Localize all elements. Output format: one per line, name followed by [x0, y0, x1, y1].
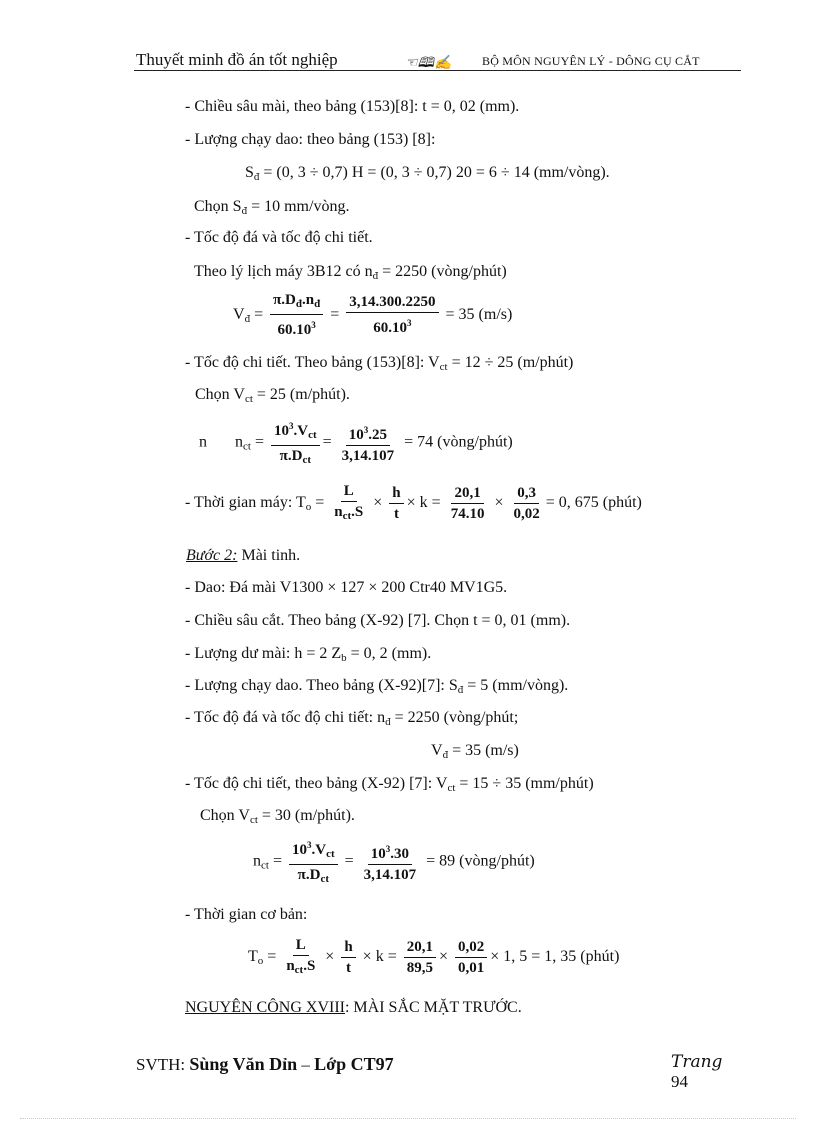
- text-line: - Lượng dư mài: h = 2 $Z_b = 0$, 2 (mm).: [185, 645, 432, 664]
- page-bottom-border: [20, 1118, 796, 1119]
- footer-author: SVTH: Sùng Văn Dỉn – Lớp CT97: [136, 1054, 394, 1074]
- text-line: $V_đ = 35$ (m/s): [431, 742, 519, 761]
- formula-nct-2: $n_{ct}$ = $\frac{10^3.V_{ct}}{\pi.D_{ct}}$ = $\frac{10^3.30}{3,14.107}$ = 89 (vòng/phút): [253, 836, 535, 891]
- text-line: Theo lý lịch máy 3B12 có $n_đ = 2250$ (vòng/phút): [194, 263, 507, 282]
- header-doc-title: Thuyết minh đồ án tốt nghiệp: [136, 50, 338, 69]
- formula-time-1: - Thời gian máy: $T_o$ = $\frac{L}{n_{ct}.S}$ × $\frac{h}{t}$ × k = $\frac{20,1}{74.10}$ × $\frac{0,3}{0,02}$ = 0, 675 (phút): [185, 482, 642, 522]
- text-line: - Tốc độ chi tiết. Theo bảng (153)[8]: $V_{ct} = 12 \div 25$ (m/phút): [185, 354, 574, 373]
- text-line: - Dao: Đá mài V1300 × 127 × 200 Ctr40 MV1G5.: [185, 579, 508, 596]
- formula-time-2: $T_o$ = $\frac{L}{n_{ct}.S}$ × $\frac{h}{t}$ × k = $\frac{20,1}{89,5}$ × $\frac{0,02}{0,01}$ × 1, 5 = 1, 35 (phút): [248, 936, 620, 976]
- text-line: - Tốc độ chi tiết, theo bảng (X-92) [7]: $V_{ct} = 15 \div 35$ (mm/phút): [185, 775, 594, 794]
- formula-vd: $V_đ$ = $\frac{\pi.D_đ.n_đ}{60.10^3}$ = $\frac{3,14.300.2250}{60.10^3}$ = 35 (m/s): [233, 292, 513, 339]
- text-line: - Chiều sâu mài, theo bảng (153)[8]: t = 0, 02 (mm).: [185, 98, 520, 115]
- text-line: - Lượng chạy dao: theo bảng (153) [8]:: [185, 131, 436, 148]
- step-2-heading: Bước 2: Mài tinh.: [186, 547, 301, 564]
- text-line: $S_đ = (0$, 3 ÷ 0,7) H = (0, 3 ÷ 0,7) 20 = 6 ÷ 14 (mm/vòng).: [245, 164, 610, 183]
- text-line: Chọn $V_{ct} = 25$ (m/phút).: [195, 386, 350, 405]
- text-line: Chọn $S_đ = 10$ mm/vòng.: [194, 198, 350, 217]
- header-rule: [134, 70, 741, 71]
- footer-trang-label: Trang: [671, 1052, 723, 1072]
- formula-nct-1: n $n_{ct}$ = $\frac{10^3.V_{ct}}{\pi.D_{ct}}$ = $\frac{10^3.25}{3,14.107}$ = 74 (vòng/phút): [199, 417, 513, 472]
- page-number: 94: [671, 1072, 688, 1091]
- text-line: Chọn $V_{ct} = 30$ (m/phút).: [200, 807, 355, 826]
- text-line: - Tốc độ đá và tốc độ chi tiết: $n_đ = 2250$ (vòng/phút;: [185, 709, 519, 728]
- text-line: - Chiều sâu cắt. Theo bảng (X-92) [7]. Chọn t = 0, 01 (mm).: [185, 612, 571, 629]
- text-line: - Lượng chạy dao. Theo bảng (X-92)[7]: $S_đ = 5$ (mm/vòng).: [185, 677, 569, 696]
- header-department: BỘ MÔN NGUYÊN LÝ - DÔNG CỤ CẮT: [482, 54, 700, 68]
- text-line: - Tốc độ đá và tốc độ chi tiết.: [185, 229, 373, 246]
- header-ornament: ☜🕮✍: [405, 56, 452, 71]
- text-line: - Thời gian cơ bản:: [185, 906, 308, 923]
- section-heading: NGUYÊN CÔNG XVIII: MÀI SẮC MẶT TRƯỚC.: [185, 999, 522, 1016]
